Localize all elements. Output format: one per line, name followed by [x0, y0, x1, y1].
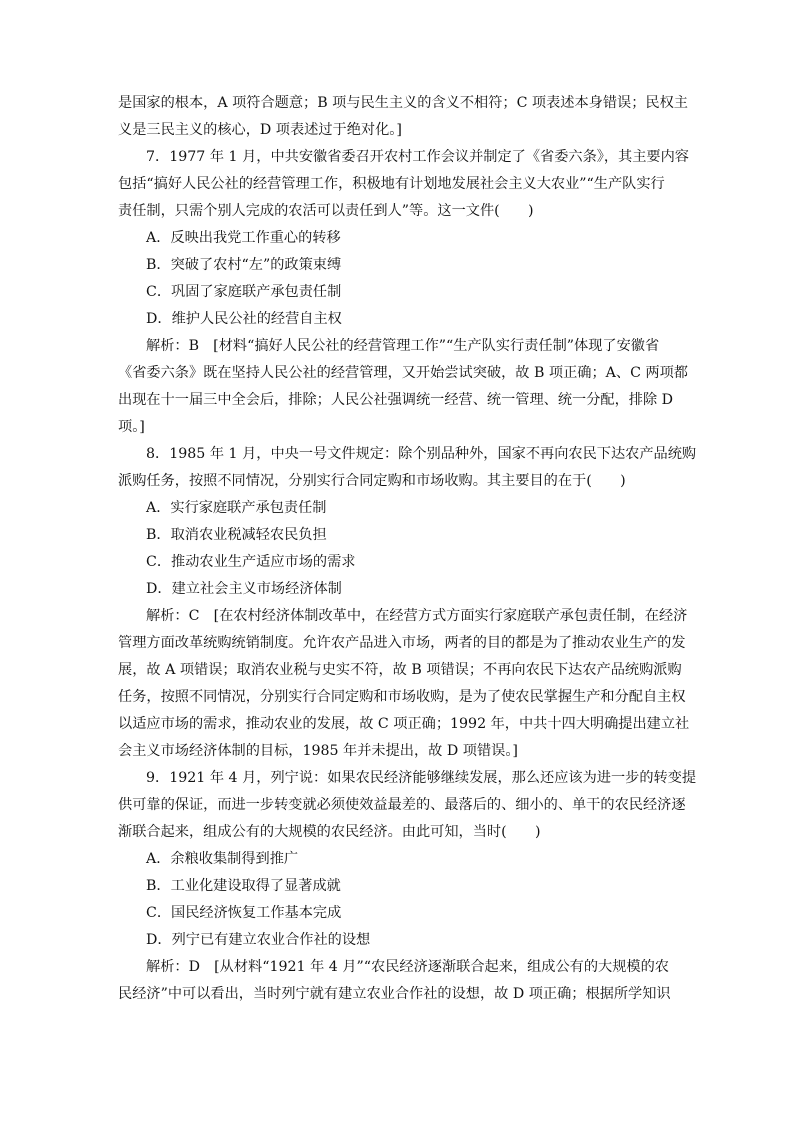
document-page: [118, 90, 697, 1008]
question-9-option-b: B．工业化建设取得了显著成就: [146, 878, 341, 894]
question-8-stem-line-1: 8．1985 年 1 月，中央一号文件规定：除个别品种外，国家不再向农民下达农产品统购: [146, 446, 697, 462]
question-8-analysis-line-6: 会主义市场经济体制的目标，1985 年并未提出，故 D 项错误。]: [118, 743, 518, 759]
question-7-analysis-line-2: 《省委六条》既在坚持人民公社的经营管理，又开始尝试突破，故 B 项正确；A、C 两项都: [118, 365, 688, 381]
question-8-option-d: D．建立社会主义市场经济体制: [146, 581, 342, 597]
question-8-option-a: A．实行家庭联产承包责任制: [146, 500, 327, 516]
question-7-stem-line-3: 责任制，只需个别人完成的农活可以责任到人”等。这一文件( ): [118, 203, 534, 219]
question-9-stem-line-1: 9．1921 年 4 月，列宁说：如果农民经济能够继续发展，那么还应该为进一步的转变提: [146, 770, 697, 786]
question-9-analysis-line-2: 民经济”中可以看出，当时列宁就有建立农业合作社的设想，故 D 项正确；根据所学知识: [118, 986, 671, 1002]
question-9-analysis-line-1: 解析：D [从材料“1921 年 4 月”“农民经济逐渐联合起来，组成公有的大规模的农: [146, 959, 669, 975]
question-7-option-a: A．反映出我党工作重心的转移: [146, 230, 341, 246]
question-7-option-c: C．巩固了家庭联产承包责任制: [146, 284, 342, 300]
question-9-stem-line-3: 渐联合起来，组成公有的大规模的农民经济。由此可知，当时( ): [118, 824, 541, 840]
question-9-option-a: A．余粮收集制得到推广: [146, 851, 299, 867]
question-7-option-b: B．突破了农村“左”的政策束缚: [146, 257, 342, 273]
question-9-option-c: C．国民经济恢复工作基本完成: [146, 905, 342, 921]
question-7-analysis-line-4: 项。]: [118, 419, 145, 435]
question-7-option-d: D．维护人民公社的经营自主权: [146, 311, 342, 327]
question-8-analysis-line-4: 任务，按照不同情况，分别实行合同定购和市场收购，是为了使农民掌握生产和分配自主权: [118, 689, 686, 705]
question-8-analysis-line-3: 展，故 A 项错误；取消农业税与史实不符，故 B 项错误；不再向农民下达农产品统购派购: [118, 662, 682, 678]
text-line-2: 义是三民主义的核心，D 项表述过于绝对化。]: [118, 122, 402, 138]
question-8-analysis-line-5: 以适应市场的需求，推动农业的发展，故 C 项正确；1992 年，中共十四大明确提出建立社: [118, 716, 690, 732]
question-8-stem-line-2: 派购任务，按照不同情况，分别实行合同定购和市场收购。其主要目的在于( ): [118, 473, 626, 489]
question-8-option-b: B．取消农业税减轻农民负担: [146, 527, 327, 543]
question-7-analysis-line-3: 出现在十一届三中全会后，排除；人民公社强调统一经营、统一管理、统一分配，排除 D: [118, 392, 674, 408]
question-8-analysis-line-2: 管理方面改革统购统销制度。允许农产品进入市场，两者的目的都是为了推动农业生产的发: [118, 635, 686, 651]
question-8-option-c: C．推动农业生产适应市场的需求: [146, 554, 356, 570]
question-7-stem-line-2: 包括“搞好人民公社的经营管理工作，积极地有计划地发展社会主义大农业”“生产队实行: [118, 176, 665, 192]
question-9-option-d: D．列宁已有建立农业合作社的设想: [146, 932, 371, 948]
question-7-stem-line-1: 7．1977 年 1 月，中共安徽省委召开农村工作会议并制定了《省委六条》，其主要内容: [146, 149, 689, 165]
question-9-stem-line-2: 供可靠的保证，而进一步转变就必须使效益最差的、最落后的、细小的、单干的农民经济逐: [118, 797, 686, 813]
question-7-analysis-line-1: 解析：B [材料“搞好人民公社的经营管理工作”“生产队实行责任制”体现了安徽省: [146, 338, 660, 354]
text-line-1: 是国家的根本，A 项符合题意；B 项与民生主义的含义不相符；C 项表述本身错误；民权主: [118, 95, 688, 111]
question-8-analysis-line-1: 解析：C [在农村经济体制改革中，在经营方式方面实行家庭联产承包责任制，在经济: [146, 608, 688, 624]
